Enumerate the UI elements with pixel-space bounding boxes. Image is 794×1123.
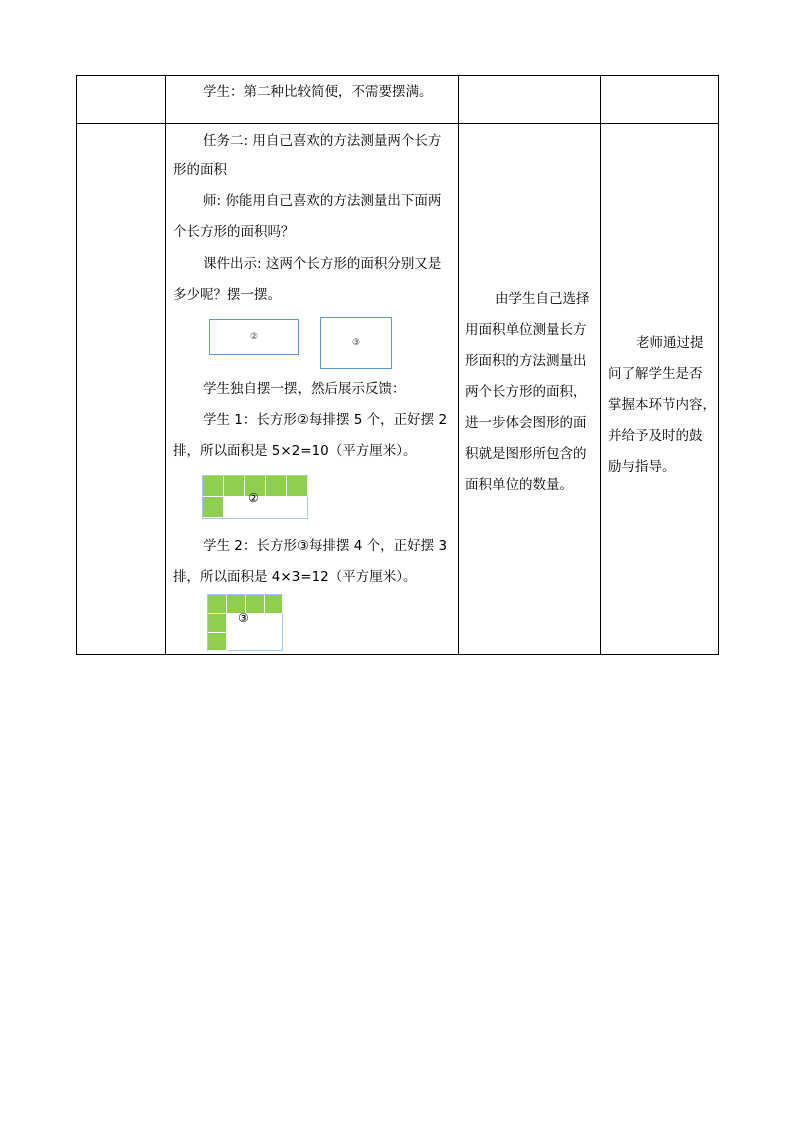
design-intent-line: 由学生自己选择 [495, 291, 590, 307]
unit-square [265, 595, 283, 614]
unit-square [287, 476, 308, 497]
task-two-line: 形的面积 [173, 162, 227, 178]
rectangle-2-label: ② [249, 332, 259, 342]
process-cell [166, 124, 459, 655]
design-intent-line: 两个长方形的面积， [465, 384, 587, 400]
stage-cell [77, 76, 166, 124]
unit-square [208, 633, 227, 651]
task-two-line: 任务二: 用自己喜欢的方法测量两个长方 [203, 133, 442, 149]
design-cell [459, 124, 601, 655]
rectangle-2-grid-figure [202, 475, 308, 519]
student-one-line: 排，所以面积是 5×2=10（平方厘米）。 [173, 443, 417, 459]
evaluation-line: 掌握本环节内容， [608, 397, 716, 413]
unit-square [203, 497, 224, 518]
student-answer-text: 学生：第二种比较简便，不需要摆满。 [203, 84, 433, 100]
evaluation-line: 励与指导。 [608, 459, 676, 475]
student-instruction-line: 学生独自摆一摆，然后展示反馈： [203, 381, 406, 397]
courseware-line: 课件出示: 这两个长方形的面积分别又是 [203, 256, 442, 272]
design-intent-line: 用面积单位测量长方 [465, 322, 587, 338]
unit-square [203, 476, 224, 497]
student-one-line: 学生 1：长方形②每排摆 5 个，正好摆 2 [203, 412, 448, 428]
evaluation-line: 老师通过提 [636, 335, 704, 351]
design-intent-line: 积就是图形所包含的 [465, 446, 587, 462]
courseware-line: 多少呢？摆一摆。 [173, 287, 281, 303]
rectangle-3-figure [320, 317, 392, 369]
rectangle-3-label: ③ [351, 338, 361, 348]
design-intent-line: 面积单位的数量。 [465, 477, 573, 493]
unit-square [208, 614, 227, 633]
student-two-line: 学生 2：长方形③每排摆 4 个，正好摆 3 [203, 538, 448, 554]
grid-3-label: ③ [238, 611, 249, 625]
eval-cell [601, 124, 719, 655]
teacher-question-line: 个长方形的面积吗？ [173, 224, 295, 240]
design-intent-line: 形面积的方法测量出 [465, 353, 587, 369]
unit-square [246, 595, 265, 614]
grid-2-label: ② [248, 491, 259, 505]
unit-square [208, 595, 227, 614]
process-cell [166, 76, 459, 124]
unit-square [224, 476, 245, 497]
eval-cell [601, 76, 719, 124]
rectangle-2-figure [209, 319, 299, 355]
evaluation-line: 问了解学生是否 [608, 366, 703, 382]
design-cell [459, 76, 601, 124]
lesson-table [76, 75, 719, 655]
unit-square [266, 476, 287, 497]
stage-cell [77, 124, 166, 655]
teacher-question-line: 师: 你能用自己喜欢的方法测量出下面两 [203, 193, 442, 209]
student-two-line: 排，所以面积是 4×3=12（平方厘米）。 [173, 569, 417, 585]
evaluation-line: 并给予及时的鼓 [608, 428, 703, 444]
design-intent-line: 进一步体会图形的面 [465, 415, 587, 431]
table-row [77, 124, 719, 655]
table-row [77, 76, 719, 124]
rectangle-3-grid-figure [207, 594, 283, 651]
